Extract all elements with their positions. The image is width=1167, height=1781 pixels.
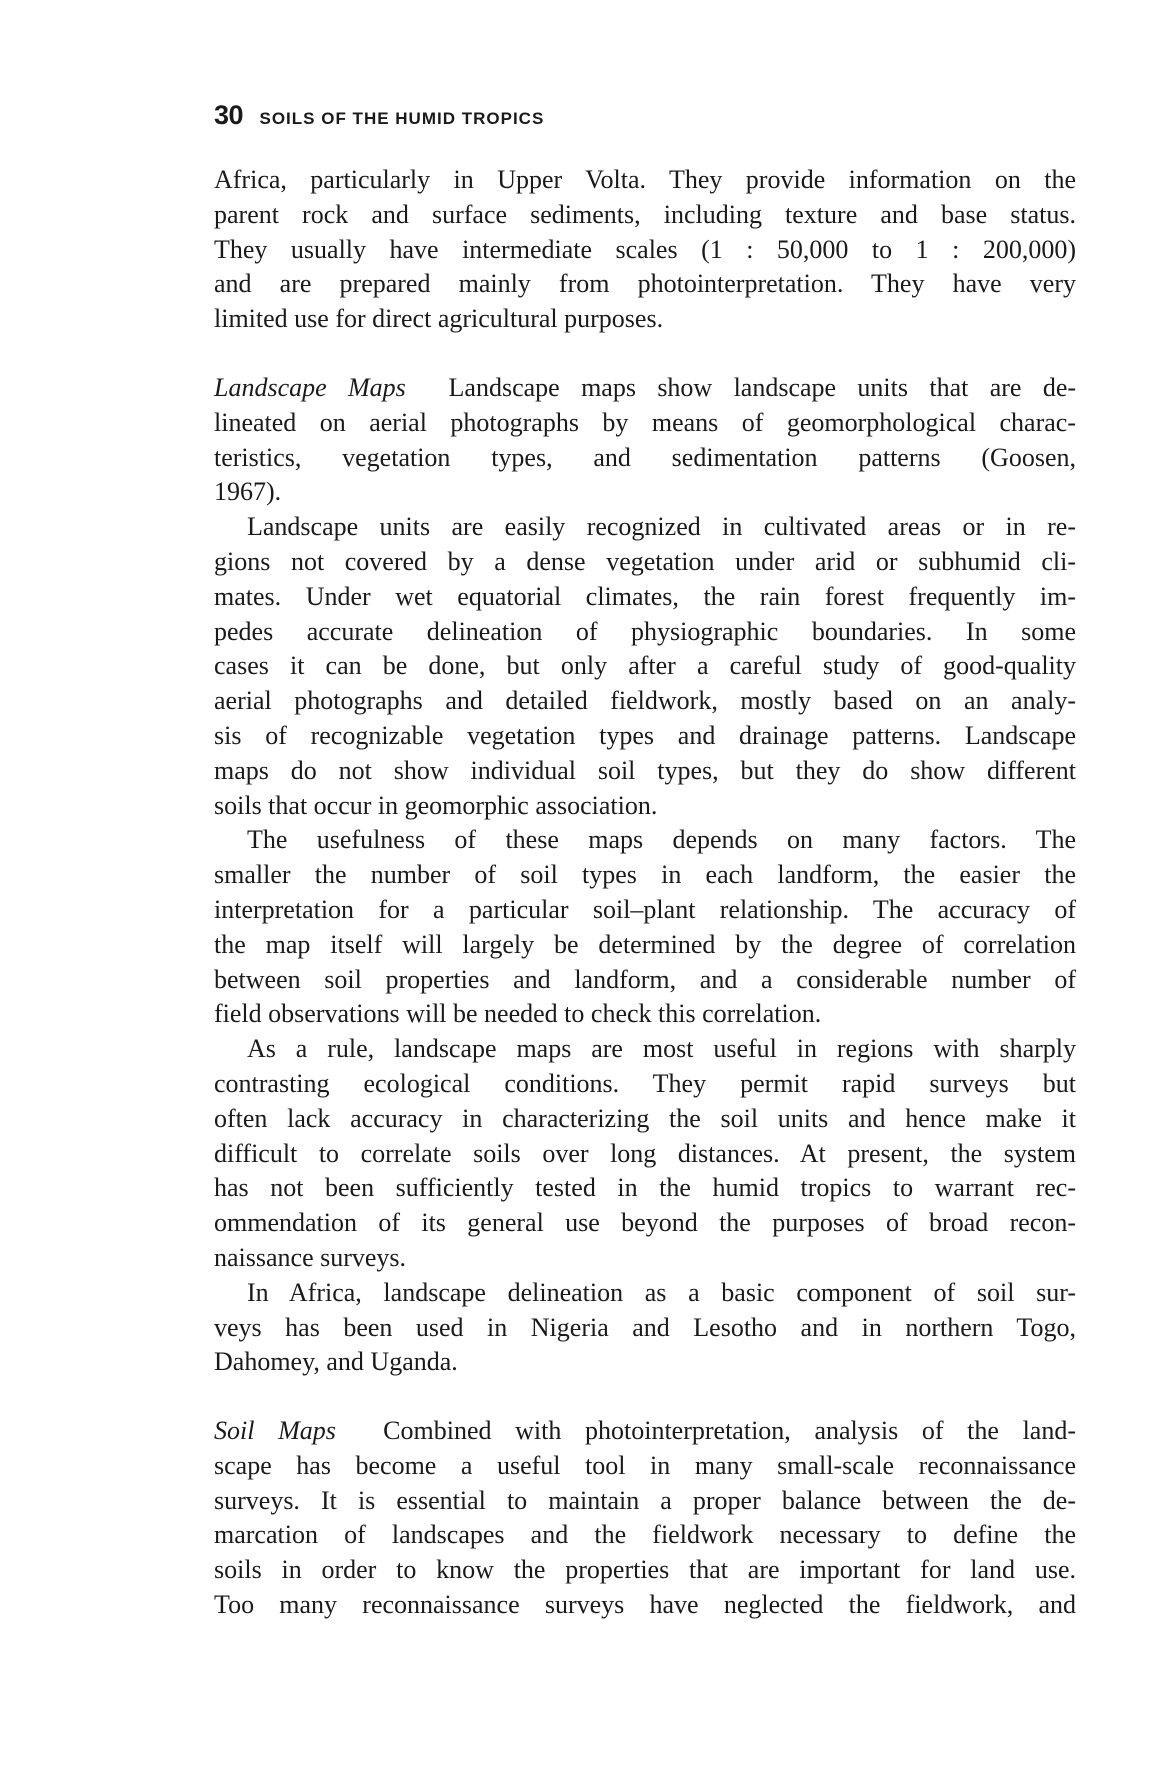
text-line: soils in order to know the properties that are important for land use. [214, 1555, 1076, 1585]
text-line: The usefulness of these maps depends on many factors. The [247, 825, 1076, 855]
text-line: has not been sufficiently tested in the humid tropics to warrant rec- [214, 1173, 1076, 1203]
text-line [214, 371, 1076, 406]
text-line: smaller the number of soil types in each landform, the easier the [214, 860, 1076, 890]
text-line: They usually have intermediate scales (1 : 50,000 to 1 : 200,000) [214, 234, 1076, 264]
text-line: and are prepared mainly from photointerpretation. They have very [214, 269, 1076, 299]
text-line: field observations will be needed to check this correlation. [214, 999, 822, 1029]
text-line: contrasting ecological conditions. They permit rapid surveys but [214, 1068, 1076, 1098]
text-fragment: Combined with photointerpretation, analysis of the land- [383, 1416, 1076, 1446]
body-text [214, 163, 1076, 1623]
text-line: mates. Under wet equatorial climates, the rain forest frequently im- [214, 581, 1076, 611]
text-line: Africa, particularly in Upper Volta. They provide information on the [214, 165, 1076, 194]
text-line: Too many reconnaissance surveys have neglected the fieldwork, and [214, 1590, 1076, 1620]
text-line: surveys. It is essential to maintain a proper balance between the de- [214, 1485, 1076, 1515]
text-line: teristics, vegetation types, and sedimentation patterns (Goosen, [214, 442, 1076, 472]
text-line: marcation of landscapes and the fieldwork necessary to define the [214, 1520, 1076, 1550]
text-line: Landscape units are easily recognized in cultivated areas or in re- [247, 512, 1076, 542]
running-head-title: SOILS OF THE HUMID TROPICS [259, 109, 545, 128]
section-heading-soil-maps: Soil Maps [214, 1416, 336, 1446]
text-line: parent rock and surface sediments, including texture and base status. [214, 199, 1076, 229]
text-line: between soil properties and landform, and a considerable number of [214, 964, 1076, 994]
text-line: ommendation of its general use beyond the purposes of broad recon- [214, 1208, 1076, 1238]
text-line: scape has become a useful tool in many small-scale reconnaissance [214, 1450, 1076, 1480]
text-line: Dahomey, and Uganda. [214, 1347, 458, 1377]
text-line: As a rule, landscape maps are most useful in regions with sharply [247, 1034, 1076, 1064]
text-line: lineated on aerial photographs by means of geomorphological charac- [214, 407, 1076, 437]
text-line: the map itself will largely be determined by the degree of correlation [214, 929, 1076, 959]
text-line: soils that occur in geomorphic association. [214, 790, 658, 820]
running-head [214, 100, 544, 131]
section-gap [214, 1380, 1076, 1414]
text-line: difficult to correlate soils over long distances. At present, the system [214, 1138, 1076, 1168]
text-line: In Africa, landscape delineation as a basic component of soil sur- [247, 1277, 1076, 1307]
text-fragment: Landscape maps show landscape units that are de- [448, 372, 1077, 402]
text-line [214, 1414, 1076, 1449]
text-line: often lack accuracy in characterizing the soil units and hence make it [214, 1103, 1076, 1133]
text-line: veys has been used in Nigeria and Lesotho and in northern Togo, [214, 1312, 1076, 1342]
text-line: interpretation for a particular soil–plant relationship. The accuracy of [214, 894, 1076, 924]
text-line: naissance surveys. [214, 1242, 407, 1272]
page-number: 30 [214, 100, 244, 130]
text-line: cases it can be done, but only after a careful study of good-quality [214, 651, 1076, 681]
text-line: 1967). [214, 477, 282, 507]
text-line: gions not covered by a dense vegetation under arid or subhumid cli- [214, 546, 1076, 576]
text-line: sis of recognizable vegetation types and drainage patterns. Landscape [214, 720, 1076, 750]
text-line: limited use for direct agricultural purposes. [214, 304, 664, 334]
text-line: maps do not show individual soil types, but they do show different [214, 755, 1076, 785]
text-line: aerial photographs and detailed fieldwork, mostly based on an analy- [214, 686, 1076, 716]
text-line: pedes accurate delineation of physiographic boundaries. In some [214, 616, 1076, 646]
section-gap [214, 337, 1076, 371]
section-heading-landscape-maps: Landscape Maps [214, 372, 406, 402]
